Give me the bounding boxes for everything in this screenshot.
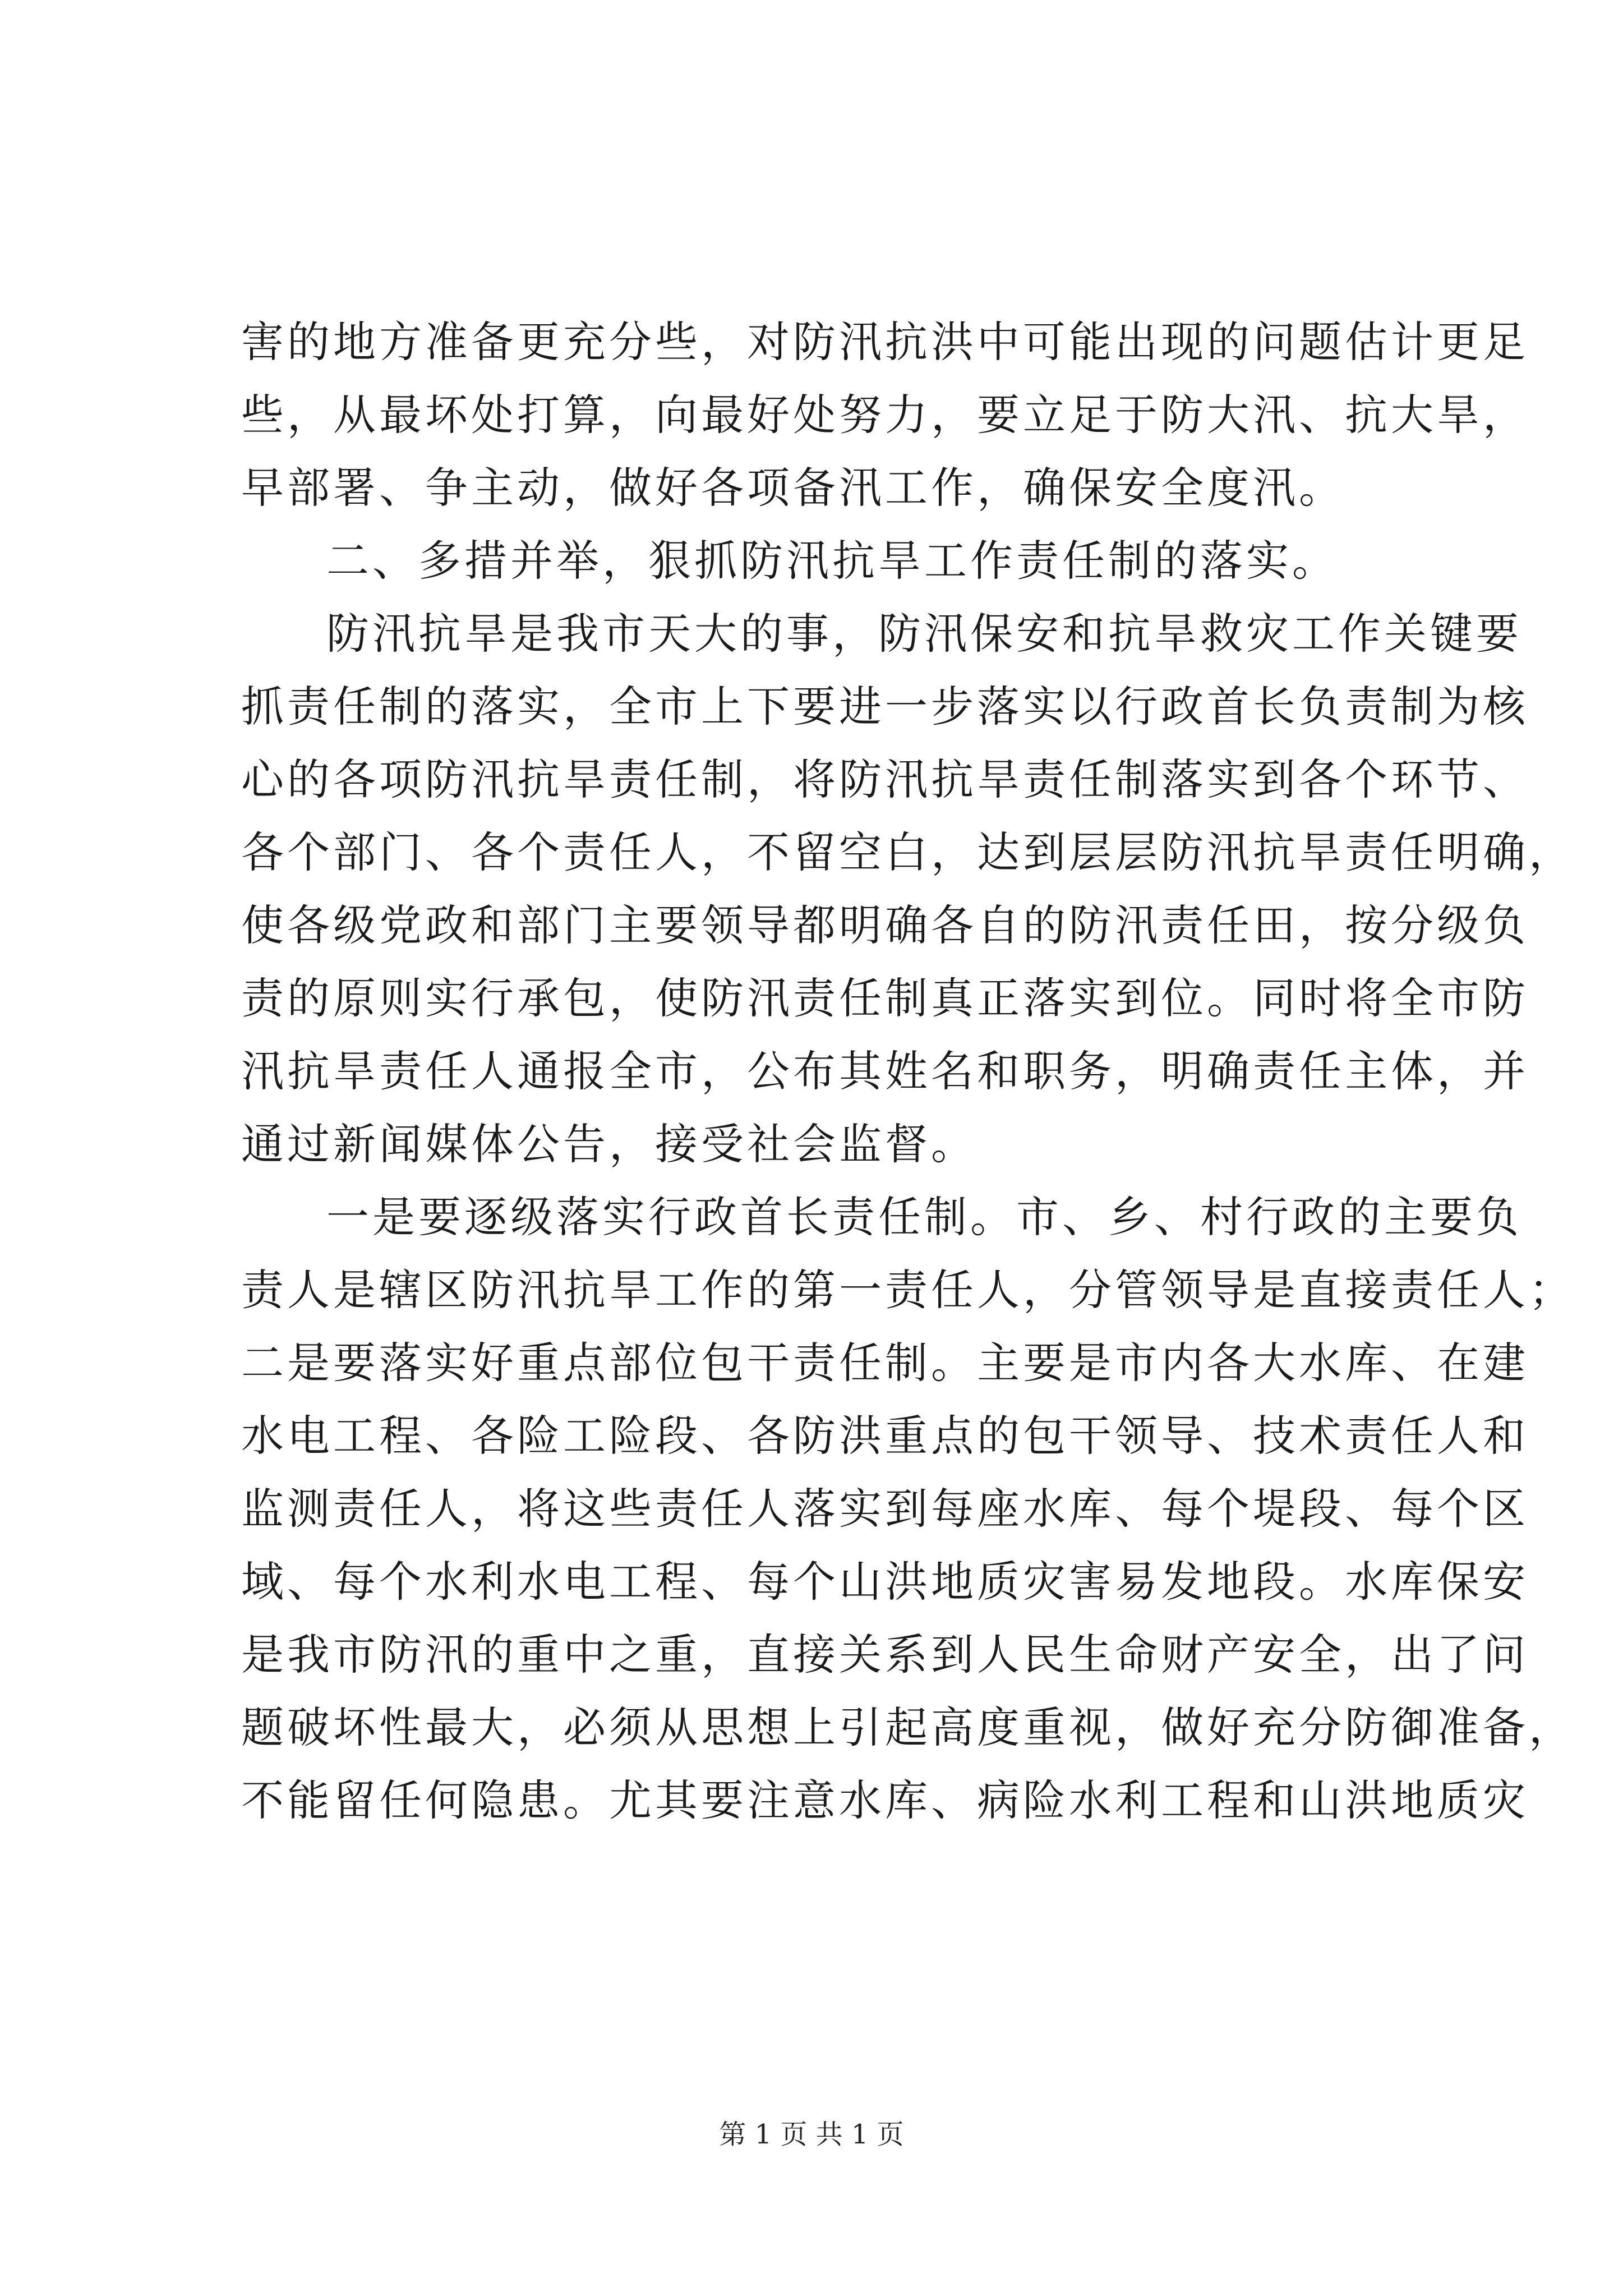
page-number-label: 第 1 页 共 1 页 [719,2119,904,2150]
text-line: 责人是辖区防汛抗旱工作的第一责任人，分管领导是直接责任人； [241,1265,1575,1315]
text-line: 二是要落实好重点部位包干责任制。主要是市内各大水库、在建 [241,1338,1529,1388]
section-heading: 二、多措并举，狠抓防汛抗旱工作责任制的落实。 [326,536,1338,586]
text-line: 抓责任制的落实，全市上下要进一步落实以行政首长负责制为核 [241,682,1529,731]
text-line: 域、每个水利水电工程、每个山洪地质灾害易发地段。水库保安 [241,1557,1529,1607]
text-line: 各个部门、各个责任人，不留空白，达到层层防汛抗旱责任明确， [241,827,1575,877]
text-line: 水电工程、各险工险段、各防洪重点的包干领导、技术责任人和 [241,1411,1529,1461]
text-line: 通过新闻媒体公告，接受社会监督。 [241,1119,977,1169]
text-line: 汛抗旱责任人通报全市，公布其姓名和职务，明确责任主体，并 [241,1046,1529,1096]
text-line: 一是要逐级落实行政首长责任制。市、乡、村行政的主要负 [326,1192,1522,1242]
text-line: 害的地方准备更充分些，对防汛抗洪中可能出现的问题估计更足 [241,317,1529,367]
text-line: 是我市防汛的重中之重，直接关系到人民生命财产安全，出了问 [241,1630,1529,1680]
page-footer [0,2118,1623,2151]
text-line: 题破坏性最大，必须从思想上引起高度重视，做好充分防御准备， [241,1703,1575,1752]
text-line: 不能留任何隐患。尤其要注意水库、病险水利工程和山洪地质灾 [241,1775,1529,1825]
text-line: 防汛抗旱是我市天大的事，防汛保安和抗旱救灾工作关键要 [326,609,1522,659]
text-line: 早部署、争主动，做好各项备汛工作，确保安全度汛。 [241,463,1345,513]
text-line: 些，从最坏处打算，向最好处努力，要立足于防大汛、抗大旱， [241,390,1529,440]
body-text [241,306,1575,1837]
text-line: 监测责任人，将这些责任人落实到每座水库、每个堤段、每个区 [241,1484,1529,1534]
text-line: 责的原则实行承包，使防汛责任制真正落实到位。同时将全市防 [241,973,1529,1023]
text-line: 使各级党政和部门主要领导都明确各自的防汛责任田，按分级负 [241,900,1529,950]
text-line: 心的各项防汛抗旱责任制，将防汛抗旱责任制落实到各个环节、 [241,754,1529,804]
